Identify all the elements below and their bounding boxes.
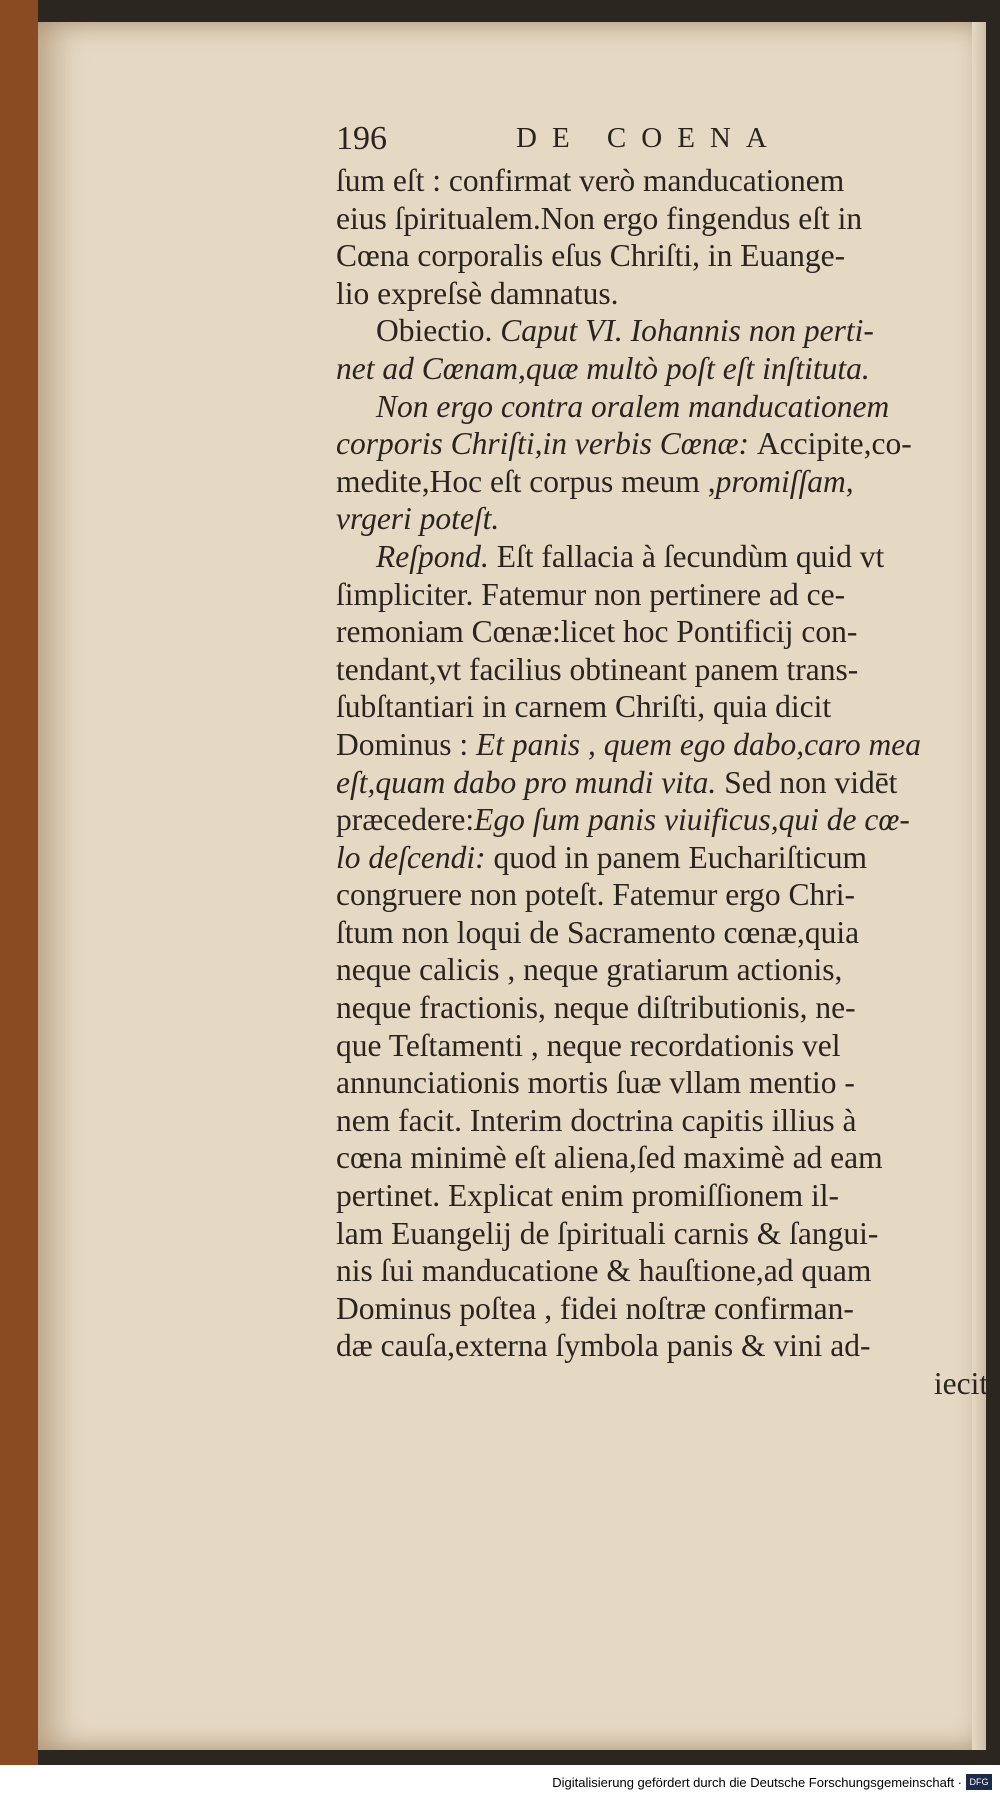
italic-segment: net ad Cœnam,quæ multò poſt eſt inſtituta. [336, 350, 870, 386]
italic-segment: Et panis , quem ego dabo,caro mea [476, 726, 922, 762]
text-line [336, 989, 996, 1027]
text-line [336, 425, 996, 463]
text-line [336, 801, 996, 839]
text-line [336, 576, 996, 614]
text-segment: congruere non poteſt. Fatemur ergo Chri- [336, 877, 856, 913]
text-segment: Dominus poſtea , fidei noſtræ confirman- [336, 1290, 854, 1326]
text-segment: pertinet. Explicat enim promiſſionem il- [336, 1178, 840, 1214]
text-line [336, 463, 996, 501]
text-line [336, 688, 996, 726]
text-line [336, 388, 996, 426]
text-segment: ſum eſt : confirmat verò manducationem [336, 163, 845, 198]
footer-bar [0, 1765, 1000, 1803]
text-segment: eius ſpiritualem.Non ergo fingendus eſt in [336, 200, 863, 236]
text-line [336, 1327, 996, 1365]
text-line [336, 1139, 996, 1177]
text-line [336, 1252, 996, 1290]
text-line [336, 1027, 996, 1065]
italic-segment: Reſpond. [376, 538, 489, 574]
text-line [336, 275, 996, 313]
text-line [336, 613, 996, 651]
running-title: DE COENA [516, 122, 782, 154]
text-line [336, 726, 996, 764]
text-segment: Obiectio. [376, 313, 501, 349]
text-segment: nem facit. Interim doctrina capitis illius à [336, 1102, 857, 1138]
text-segment: medite,Hoc eſt corpus meum , [336, 463, 716, 499]
text-segment: remoniam Cœnæ:licet hoc Pontificij con- [336, 614, 858, 650]
text-segment: Dominus : [336, 726, 477, 762]
running-head [38, 110, 986, 160]
italic-segment: eſt,quam dabo pro mundi vita. [336, 764, 717, 800]
book-spine-edge [0, 0, 38, 1765]
text-segment: neque calicis , neque gratiarum actionis, [336, 952, 843, 988]
text-segment: Sed non vidēt [716, 764, 898, 800]
italic-segment: vrgeri poteſt. [336, 501, 500, 537]
text-segment: ſubſtantiari in carnem Chriſti, quia dicit [336, 689, 832, 725]
text-segment: lam Euangelij de ſpirituali carnis & ſangui- [336, 1215, 879, 1251]
text-segment: ſtum non loqui de Sacramento cœnæ,quia [336, 914, 860, 950]
page-number: 196 [336, 120, 387, 157]
text-line [336, 1064, 996, 1102]
text-segment: annunciationis mortis ſuæ vllam mentio - [336, 1065, 855, 1101]
italic-segment: Caput VI. Iohannis non perti- [500, 313, 874, 349]
text-line [336, 651, 996, 689]
text-line [336, 237, 996, 275]
text-line [336, 1290, 996, 1328]
book-page [38, 22, 996, 1750]
text-line [336, 1177, 996, 1215]
text-segment: Accipite,co- [756, 426, 912, 462]
italic-segment: Ego ſum panis viuificus,qui de cœ- [474, 802, 910, 838]
text-segment: cœna minimè eſt aliena,ſed maximè ad eam [336, 1140, 883, 1176]
text-line [336, 914, 996, 952]
funding-notice: Digitalisierung gefördert durch die Deutsche Forschungsgemeinschaft · [552, 1775, 962, 1790]
text-segment: dæ cauſa,externa ſymbola panis & vini ad- [336, 1328, 871, 1364]
text-line [336, 1365, 996, 1403]
text-line [336, 876, 996, 914]
text-line [336, 1215, 996, 1253]
text-line [336, 312, 996, 350]
text-line [336, 1102, 996, 1140]
text-segment: præcedere: [336, 802, 475, 838]
text-segment: quod in panem Euchariſticum [485, 839, 867, 875]
text-segment: neque fractionis, neque diſtributionis, ne- [336, 990, 856, 1026]
text-line [336, 162, 996, 200]
italic-segment: promiſſam, [715, 463, 854, 499]
text-segment: que Teſtamenti , neque recordationis vel [336, 1027, 841, 1063]
text-line [336, 839, 996, 877]
italic-segment: Non ergo contra oralem manducationem [376, 388, 890, 424]
text-segment: lio expreſsè damnatus. [336, 275, 619, 311]
text-line [336, 764, 996, 802]
text-line [336, 951, 996, 989]
text-line [336, 538, 996, 576]
text-segment: ſimpliciter. Fatemur non pertinere ad ce- [336, 576, 846, 612]
dfg-logo: DFG [966, 1774, 992, 1790]
text-line [336, 500, 996, 538]
italic-segment: lo deſcendi: [336, 839, 486, 875]
body-text [336, 162, 996, 1403]
text-segment: Cœna corporalis eſus Chriſti, in Euange- [336, 238, 846, 274]
text-segment: Eſt fallacia à ſecundùm quid vt [488, 538, 885, 574]
text-segment: nis ſui manducatione & hauſtione,ad quam [336, 1253, 872, 1289]
text-line [336, 350, 996, 388]
italic-segment: corporis Chriſti,in verbis Cœnæ: [336, 426, 757, 462]
text-line [336, 200, 996, 238]
text-segment: tendant,vt facilius obtineant panem trans- [336, 651, 859, 687]
text-segment: iecit. [933, 1366, 996, 1401]
